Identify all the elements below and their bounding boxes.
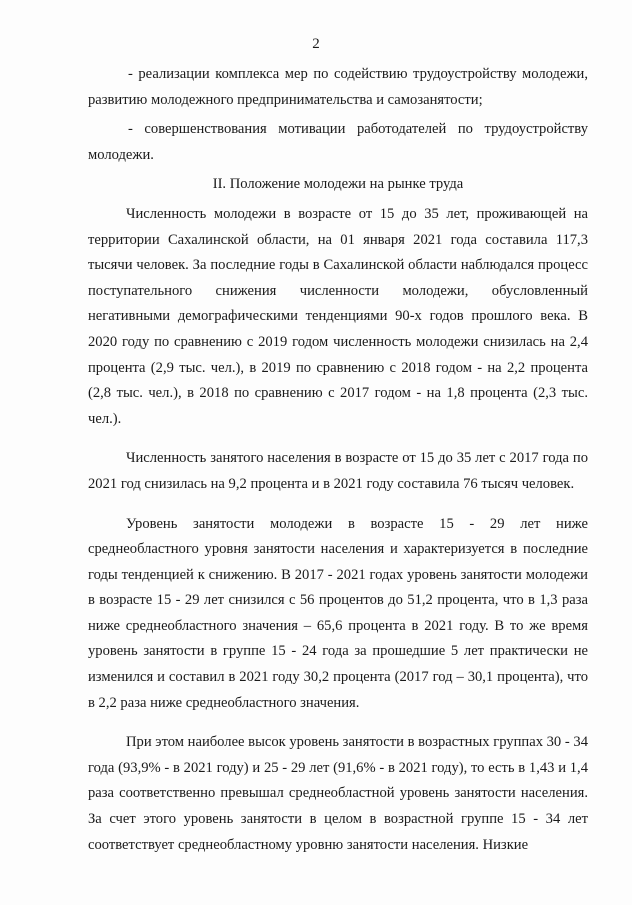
document-body — [88, 62, 588, 862]
page-number: 2 — [312, 36, 320, 52]
paragraph-youth-population: Численность молодежи в возрасте от 15 до 35 лет, проживающей на территории Сахалинской области, на 01 января 2021 года составила 117,3 тысячи человек. За последние годы в Сахалинской области наблюдался процесс поступательного снижения численности молодежи, обусловленный негативными демографическими тенденциями 90-х годов прошлого века. В 2020 году по сравнению с 2019 годом численность молодежи снизилась на 2,4 процента (2,9 тыс. чел.), в 2019 по сравнению с 2018 годом - на 2,2 процента (2,8 тыс. чел.), в 2018 по сравнению с 2017 годом - на 1,8 процента (2,3 тыс. чел.). — [88, 205, 588, 427]
paragraph-measures-item: - реализации комплекса мер по содействию трудоустройству молодежи, развитию молодежного предпринимательства и самозанятости; — [88, 66, 588, 108]
section-heading: II. Положение молодежи на рынке труда — [212, 176, 464, 193]
paragraph-employed-population: Численность занятого населения в возрасте от 15 до 35 лет с 2017 года по 2021 год снизилась на 9,2 процента и в 2021 году составила 76 тысяч человек. — [88, 450, 588, 492]
paragraph-employment-level: Уровень занятости молодежи в возрасте 15 - 29 лет ниже среднеобластного уровня занятости населения и характеризуется в последние годы тенденцией к снижению. В 2017 - 2021 годах уровень занятости молодежи в возрасте 15 - 29 лет снизился с 56 процентов до 51,2 процента, что в 1,3 раза ниже среднеобластного значения – 65,6 процента в 2021 году. В то же время уровень занятости в группе 15 - 24 года за прошедшие 5 лет практически не изменился и составил в 2021 году 30,2 процента (2017 год – 30,1 процента), что в 2,2 раза ниже среднеобластного значения. — [88, 515, 588, 711]
paragraph-age-groups: При этом наиболее высок уровень занятости в возрастных группах 30 - 34 года (93,9% - в 2021 году) и 25 - 29 лет (91,6% - в 2021 году), то есть в 1,43 и 1,4 раза соответственно превышал среднеобластной уровень занятости населения. За счет этого уровень занятости в целом в возрастной группе 15 - 34 лет соответствует среднеобластному уровню занятости населения. Низкие — [88, 734, 588, 853]
paragraph-motivation-item: - совершенствования мотивации работодателей по трудоустройству молодежи. — [88, 121, 588, 163]
